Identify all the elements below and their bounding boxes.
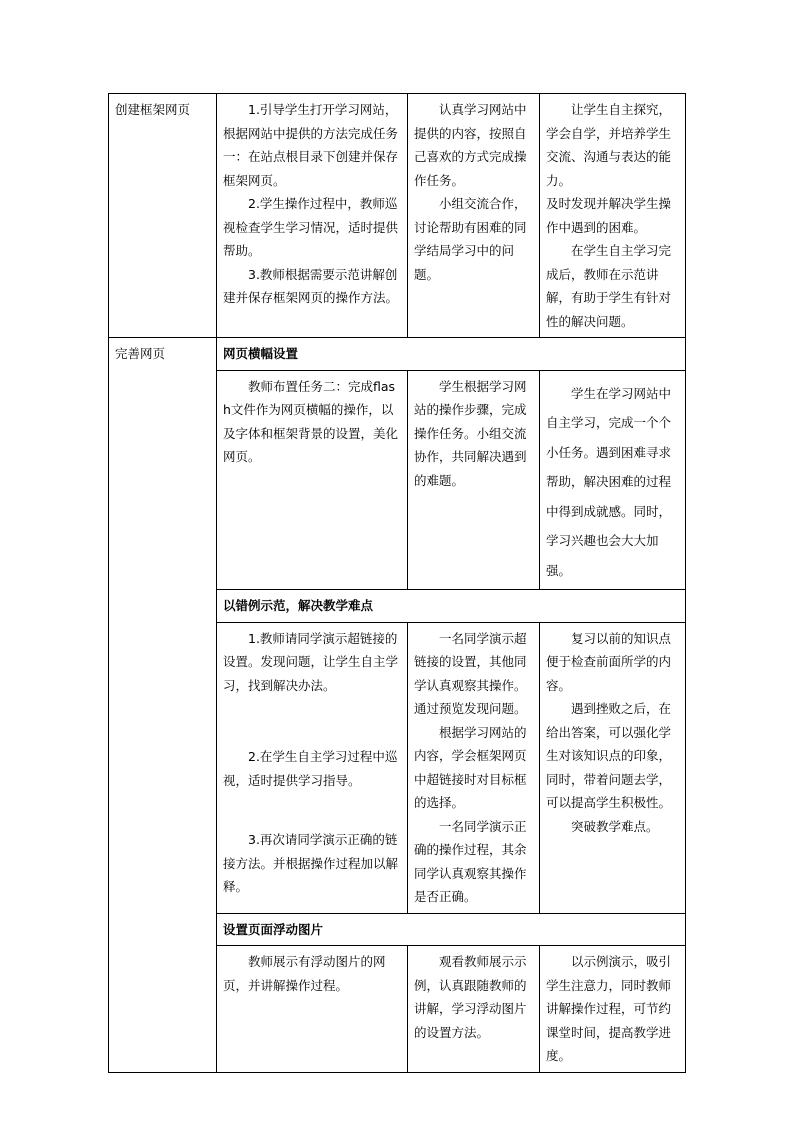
teacher-activity-cell <box>217 946 408 1073</box>
teacher-activity-cell <box>217 370 408 590</box>
teacher-step: 1.引导学生打开学习网站，根据网站中提供的方法完成任务一：在站点根目录下创建并保存框架网页。 <box>223 102 399 188</box>
table-row <box>109 94 686 338</box>
intent-text: 复习以前的知识点便于检查前面所学的内容。 <box>546 630 672 693</box>
teacher-step: 1.教师请同学演示超链接的设置。发现问题，让学生自主学习，找到解决办法。 <box>223 630 399 693</box>
section-title: 设置页面浮动图片 <box>217 913 686 946</box>
stage-name: 创建框架网页 <box>109 94 217 338</box>
teacher-step: 教师展示有浮动图片的网页，并讲解操作过程。 <box>223 954 386 993</box>
section-title: 网页横幅设置 <box>217 338 686 371</box>
design-intent-cell <box>540 370 686 590</box>
student-step: 一名同学演示正确的操作过程，其余同学认真观察其操作是否正确。 <box>414 818 527 904</box>
teacher-step: 3.教师根据需要示范讲解创建并保存框架网页的操作方法。 <box>223 266 399 305</box>
student-step: 根据学习网站的内容，学会框架网页中超链接时对目标框的选择。 <box>414 724 527 810</box>
teacher-step: 教师布置任务二：完成flash文件作为网页横幅的操作，以及字体和框架背景的设置，美化网页。 <box>223 378 399 464</box>
intent-text: 及时发现并解决学生操作中遇到的困难。 <box>546 196 672 235</box>
student-step: 学生根据学习网站的操作步骤，完成操作任务。小组交流协作，共同解决遇到的难题。 <box>414 378 527 488</box>
design-intent-cell <box>540 94 686 338</box>
intent-text: 遇到挫败之后，在给出答案，可以强化学生对该知识点的印象，同时，带着问题去学，可以提高学生积极性。 <box>546 701 672 810</box>
student-step: 一名同学演示超链接的设置，其他同学认真观察其操作。通过预览发现问题。 <box>414 630 527 716</box>
student-activity-cell <box>408 622 540 913</box>
intent-text: 以示例演示，吸引学生注意力，同时教师讲解操作过程，可节约课堂时间，提高教学进度。 <box>546 954 672 1063</box>
stage-name: 完善网页 <box>109 338 217 1073</box>
teacher-activity-cell <box>217 622 408 913</box>
teacher-step: 2.在学生自主学习过程中巡视，适时提供学习指导。 <box>223 749 398 788</box>
teacher-step: 3.再次请同学演示正确的链接方法。并根据操作过程加以解释。 <box>223 832 399 894</box>
teacher-activity-cell <box>217 94 408 338</box>
intent-text: 学生在学习网站中自主学习，完成一个个小任务。遇到困难寻求帮助，解决困难的过程中得到成就感。同时，学习兴趣也会大大加强。 <box>546 385 672 578</box>
student-activity-cell <box>408 946 540 1073</box>
student-step: 认真学习网站中提供的内容，按照自己喜欢的方式完成操作任务。 <box>414 102 527 188</box>
student-step: 观看教师展示示例，认真跟随教师的讲解，学习浮动图片的设置方法。 <box>414 954 527 1040</box>
student-activity-cell <box>408 94 540 338</box>
teacher-step: 2.学生操作过程中，教师巡视检查学生学习情况，适时提供帮助。 <box>223 196 399 258</box>
lesson-plan-table <box>108 93 686 1073</box>
student-step: 小组交流合作，讨论帮助有困难的同学结局学习中的问题。 <box>414 196 527 282</box>
intent-text: 让学生自主探究，学会自学，并培养学生交流、沟通与表达的能力。 <box>546 102 672 188</box>
intent-text: 在学生自主学习完成后，教师在示范讲解，有助于学生有针对性的解决问题。 <box>546 243 672 329</box>
design-intent-cell <box>540 622 686 913</box>
student-activity-cell <box>408 370 540 590</box>
intent-text: 突破教学难点。 <box>571 818 659 834</box>
table-row <box>109 338 686 371</box>
design-intent-cell <box>540 946 686 1073</box>
section-title: 以错例示范，解决教学难点 <box>217 590 686 623</box>
